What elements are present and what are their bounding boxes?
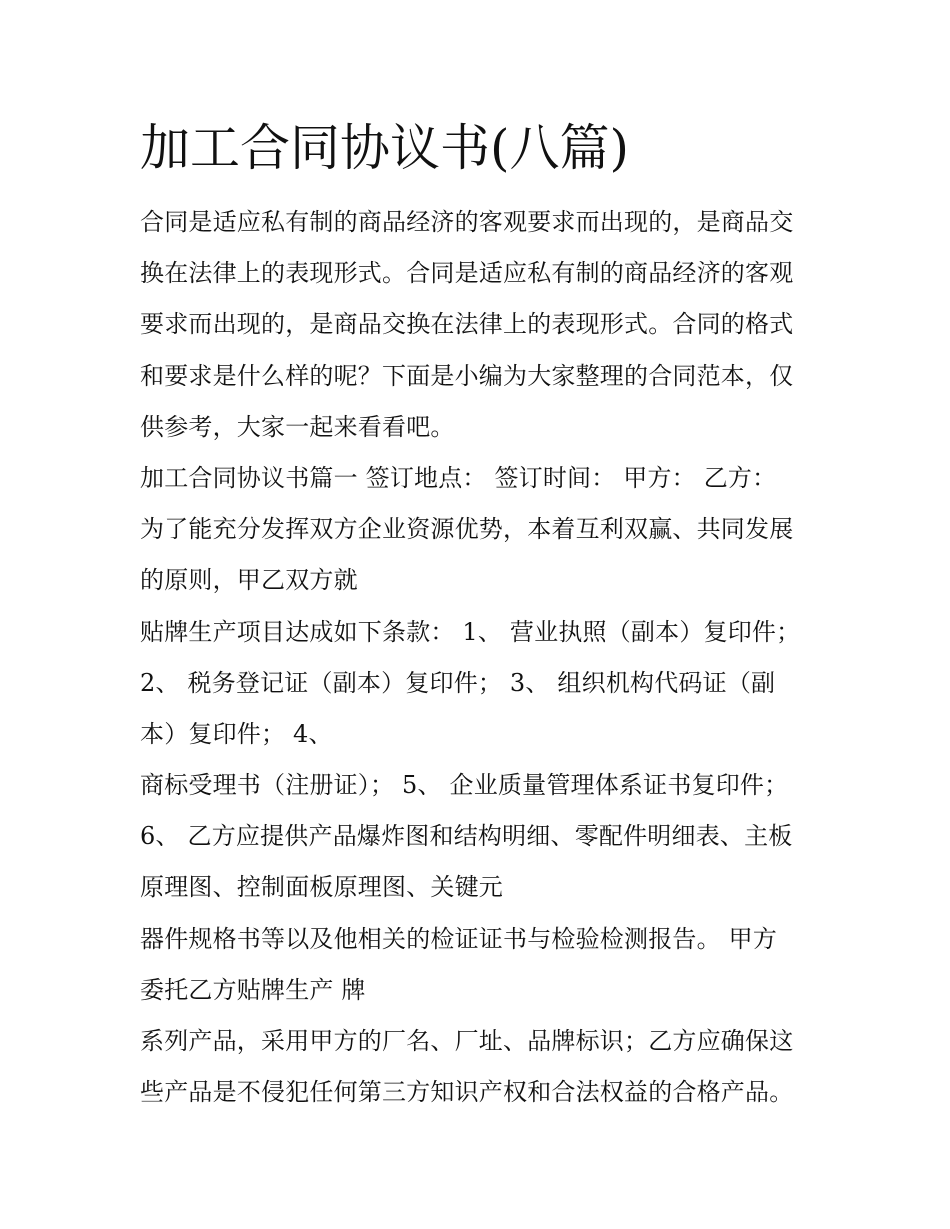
body-line-1: 合同是适应私有制的商品经济的客观要求而出现的，是商品交 [140,208,794,236]
body-line-2: 换在法律上的表现形式。合同是适应私有制的商品经济的客观 [140,259,794,288]
body-line-9: 贴牌生产项目达成如下条款： 1、 营业执照（副本）复印件； [140,617,801,646]
document-body [140,197,820,1118]
body-line-13: 6、 乙方应提供产品爆炸图和结构明细、零配件明细表、主板 [140,822,793,851]
body-line-3: 要求而出现的，是商品交换在法律上的表现形式。合同的格式 [140,310,794,339]
body-line-12: 商标受理书（注册证）； 5、 企业质量管理体系证书复印件； [140,771,789,800]
body-line-7: 为了能充分发挥双方企业资源优势，本着互利双赢、共同发展 [140,515,794,544]
body-line-18: 些产品是不侵犯任何第三方知识产权和合法权益的合格产品。 [140,1078,794,1107]
body-line-4: 和要求是什么样的呢？下面是小编为大家整理的合同范本，仅 [140,361,794,390]
body-line-10: 2、 税务登记证（副本）复印件； 3、 组织机构代码证（副 [140,668,776,697]
body-line-16: 委托乙方贴牌生产 牌 [140,975,366,1004]
body-line-14: 原理图、控制面板原理图、关键元 [140,873,503,902]
body-line-5: 供参考，大家一起来看看吧。 [140,412,455,441]
body-line-11: 本）复印件； 4、 [140,719,333,748]
body-line-17: 系列产品，采用甲方的厂名、厂址、品牌标识；乙方应确保这 [140,1027,794,1055]
body-line-8: 的原则，甲乙双方就 [140,566,358,595]
body-line-15: 器件规格书等以及他相关的检证证书与检验检测报告。 甲方 [140,924,778,953]
document-title: 加工合同协议书(八篇) [140,119,630,177]
body-line-6: 加工合同协议书篇一 签订地点： 签订时间： 甲方： 乙方： [140,463,777,492]
